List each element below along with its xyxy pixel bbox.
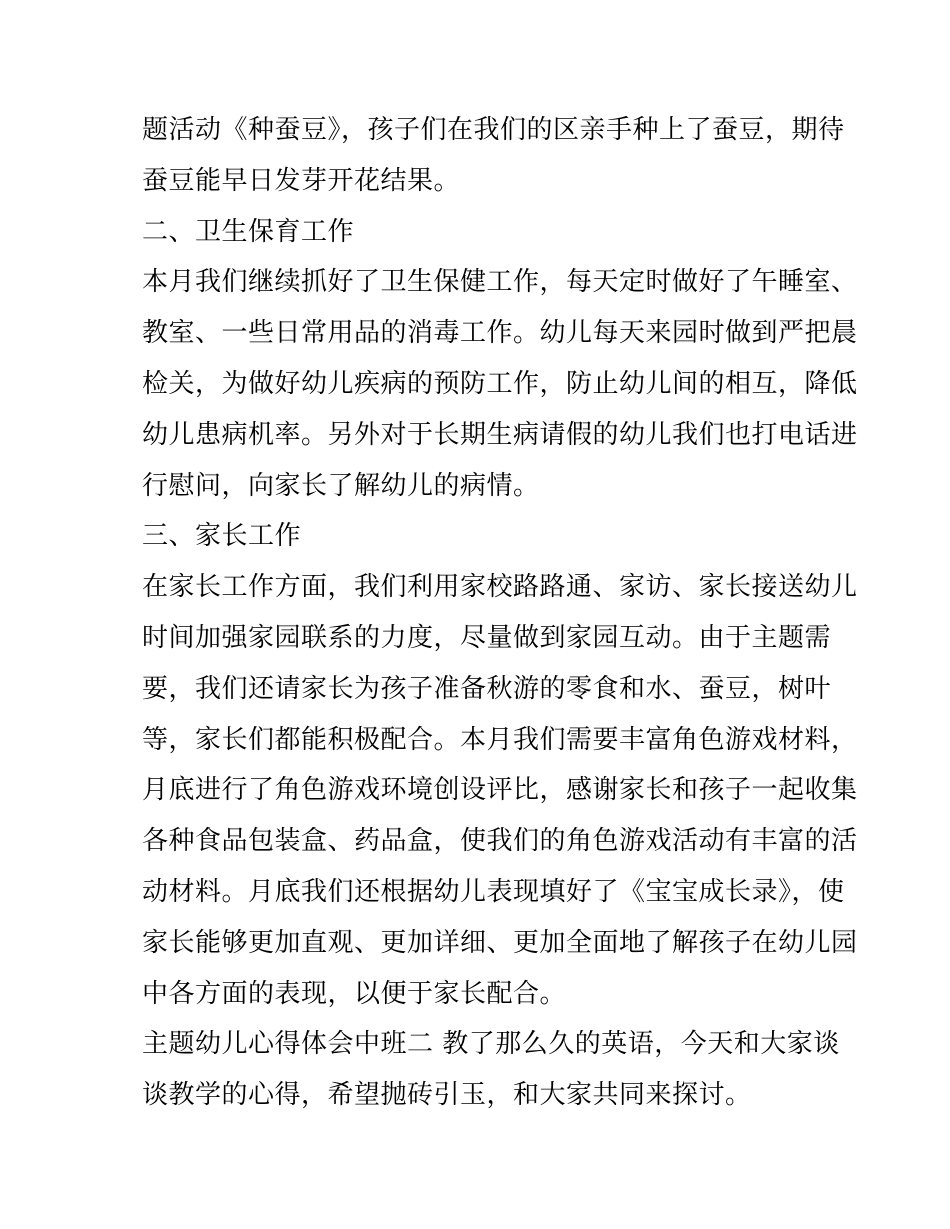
paragraph-line: 家长能够更加直观、更加详细、更加全面地了解孩子在幼儿园 xyxy=(142,928,858,958)
section-heading: 三、家长工作 xyxy=(142,521,302,551)
paragraph-line: 幼儿患病机率。另外对于长期生病请假的幼儿我们也打电话进 xyxy=(142,420,858,450)
paragraph-line: 蚕豆能早日发芽开花结果。 xyxy=(142,166,461,196)
paragraph-line: 在家长工作方面，我们利用家校路路通、家访、家长接送幼儿 xyxy=(142,572,858,602)
paragraph-line: 检关，为做好幼儿疾病的预防工作，防止幼儿间的相互，降低 xyxy=(142,369,858,399)
paragraph-line: 动材料。月底我们还根据幼儿表现填好了《宝宝成长录》，使 xyxy=(142,877,845,907)
paragraph-line: 时间加强家园联系的力度，尽量做到家园互动。由于主题需 xyxy=(142,623,832,653)
paragraph-line: 主题幼儿心得体会中班二 教了那么久的英语，今天和大家谈 xyxy=(142,1029,840,1059)
paragraph-line: 教室、一些日常用品的消毒工作。幼儿每天来园时做到严把晨 xyxy=(142,318,858,348)
paragraph-line: 谈教学的心得，希望抛砖引玉，和大家共同来探讨。 xyxy=(142,1080,752,1110)
paragraph-line: 本月我们继续抓好了卫生保健工作，每天定时做好了午睡室、 xyxy=(142,267,858,297)
paragraph-line: 月底进行了角色游戏环境创设评比，感谢家长和孩子一起收集 xyxy=(142,775,858,805)
section-heading: 二、卫生保育工作 xyxy=(142,217,355,247)
paragraph-line: 要，我们还请家长为孩子准备秋游的零食和水、蚕豆，树叶 xyxy=(142,674,832,704)
paragraph-line: 各种食品包装盒、药品盒，使我们的角色游戏活动有丰富的活 xyxy=(142,826,858,856)
paragraph-line: 中各方面的表现，以便于家长配合。 xyxy=(142,979,567,1009)
paragraph-line: 等，家长们都能积极配合。本月我们需要丰富角色游戏材料， xyxy=(142,725,858,755)
paragraph-line: 题活动《种蚕豆》，孩子们在我们的区亲手种上了蚕豆，期待 xyxy=(142,115,845,145)
paragraph-line: 行慰问，向家长了解幼儿的病情。 xyxy=(142,471,540,501)
